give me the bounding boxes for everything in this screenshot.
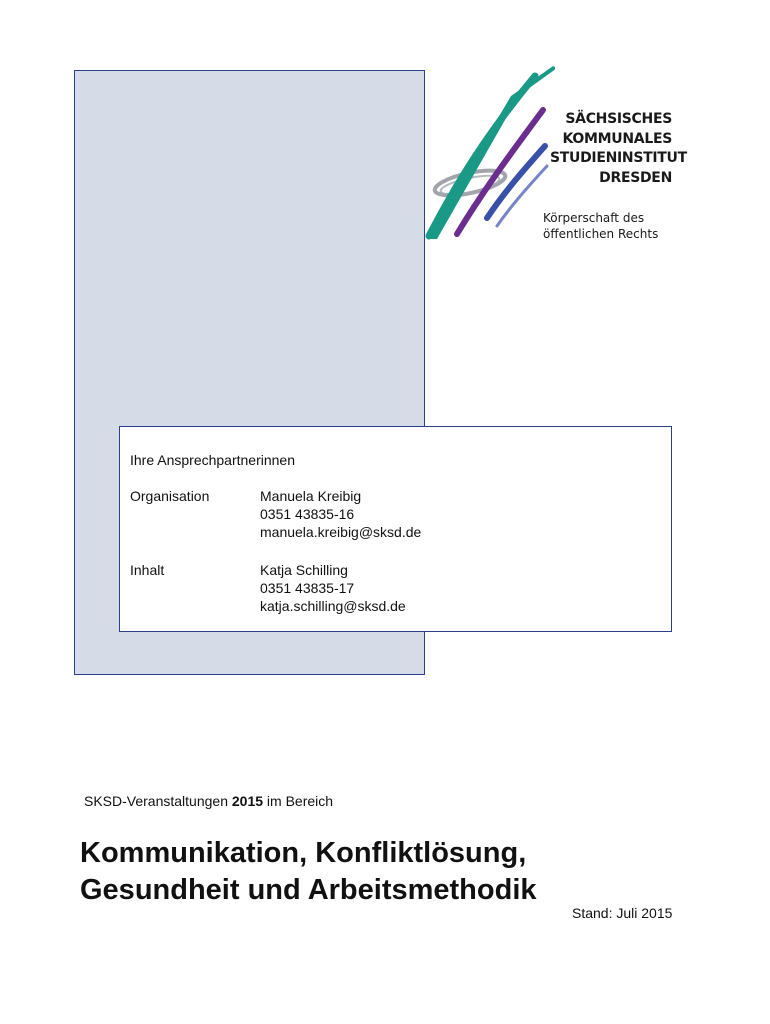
logo-stripes-icon [425, 66, 555, 256]
contact-title: Ihre Ansprechpartnerinnen [130, 452, 295, 468]
contact-name: Manuela Kreibig [260, 488, 362, 504]
contact-phone: 0351 43835-17 [260, 580, 355, 596]
institute-name-line: SÄCHSISCHES [565, 111, 672, 127]
title-line: Gesundheit und Arbeitsmethodik [80, 874, 537, 906]
legal-form-line: Körperschaft des [543, 211, 645, 225]
institute-legal-form [543, 210, 663, 242]
contact-details [260, 487, 421, 541]
legal-form-line: öffentlichen Rechts [543, 227, 659, 241]
institute-name [550, 110, 687, 188]
contact-label: Organisation [130, 488, 210, 504]
contact-box [119, 426, 672, 632]
contact-email: manuela.kreibig@sksd.de [260, 524, 422, 540]
institute-name-line: DRESDEN [599, 169, 672, 186]
event-prefix: SKSD-Veranstaltungen [84, 793, 232, 809]
title-line: Kommunikation, Konfliktlösung, [80, 837, 527, 869]
event-year: 2015 [231, 793, 264, 809]
event-line [84, 793, 333, 809]
status-date: Stand: Juli 2015 [572, 905, 673, 921]
contact-label: Inhalt [130, 562, 165, 578]
contact-name: Katja Schilling [260, 562, 348, 578]
event-suffix: im Bereich [263, 793, 334, 809]
institute-logo [425, 66, 705, 256]
contact-phone: 0351 43835-16 [260, 506, 355, 522]
institute-name-line: STUDIENINSTITUT [550, 150, 687, 166]
document-title [80, 835, 537, 909]
institute-name-line: KOMMUNALES [562, 130, 672, 147]
contact-details [260, 561, 406, 615]
contact-email: katja.schilling@sksd.de [260, 598, 406, 614]
